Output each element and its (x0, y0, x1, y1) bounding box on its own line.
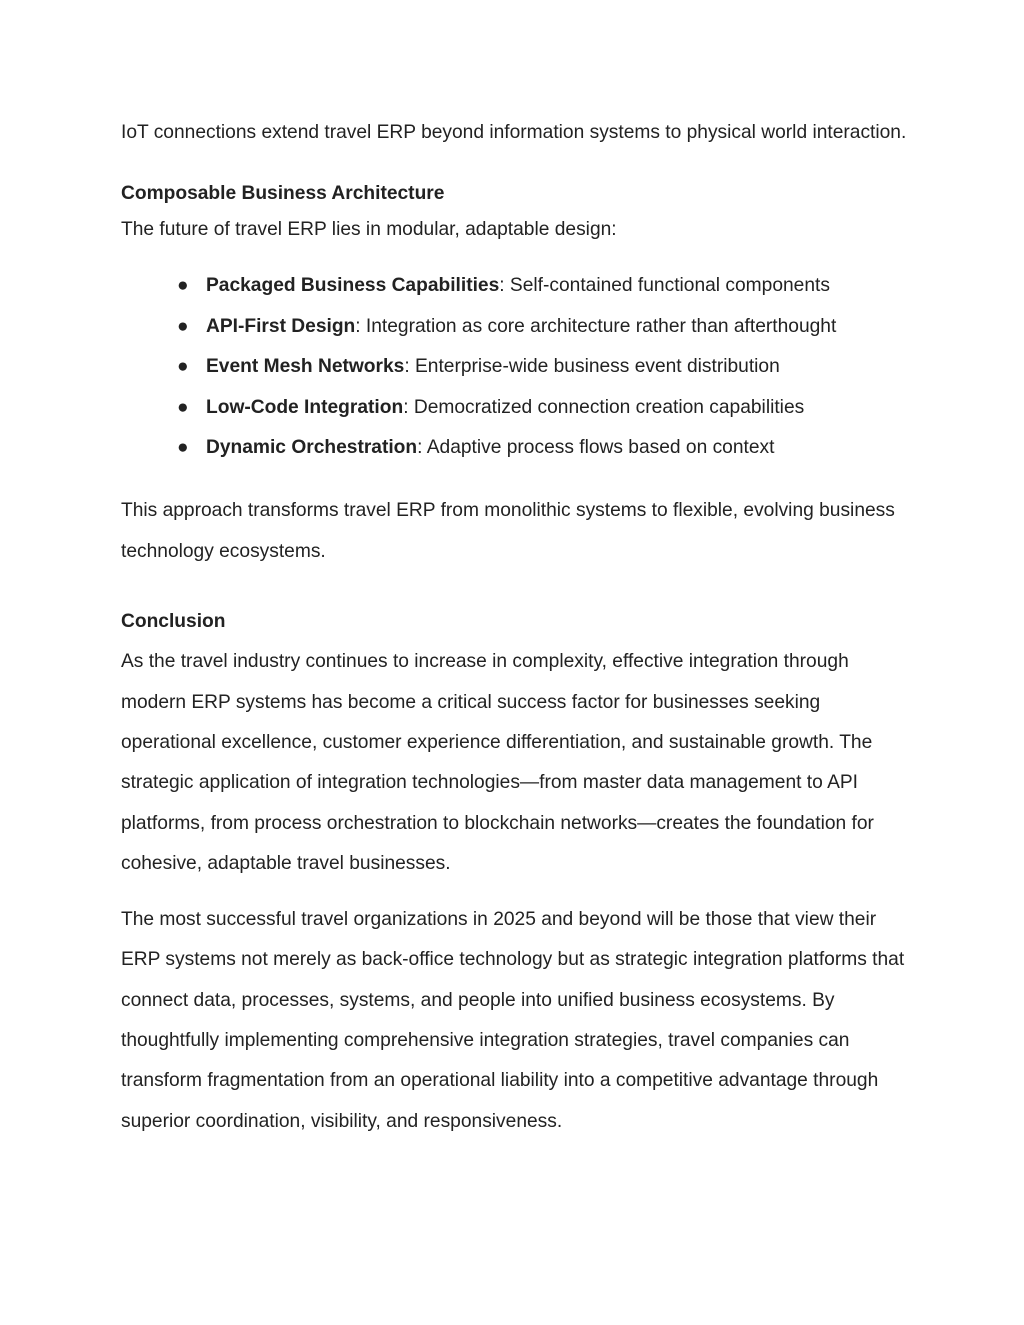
list-item-term: Packaged Business Capabilities (206, 275, 500, 297)
conclusion-paragraph-2: The most successful travel organizations in 2025 and beyond will be those that view their ERP systems not merely as back-office technology but as strategic integration platforms that connect data, processes, systems, and people into unified business ecosystems. By thoughtfully implementing comprehensive integration strategies, travel companies can transform fragmentation from an operational liability into a competitive advantage through superior coordination, visibility, and responsiveness. (121, 908, 905, 1132)
bullet-icon: ● (177, 275, 189, 297)
list-item (121, 307, 911, 347)
conclusion-paragraph-1: As the travel industry continues to increase in complexity, effective integration through modern ERP systems has become a critical success factor for businesses seeking operational excellence, customer experience differentiation, and sustainable growth. The strategic application of integration technologies—from master data management to API platforms, from process orchestration to blockchain networks—creates the foundation for cohesive, adaptable travel businesses. (121, 651, 874, 875)
list-item-term: API-First Design (206, 315, 356, 337)
list-item-desc: : Adaptive process flows based on context (417, 437, 775, 459)
bullet-icon: ● (177, 396, 189, 418)
intro-paragraph: IoT connections extend travel ERP beyond information systems to physical world interaction. (121, 122, 907, 143)
list-item-term: Low-Code Integration (206, 396, 404, 418)
list-item-desc: : Integration as core architecture rather than afterthought (355, 315, 837, 337)
capabilities-list (121, 266, 911, 468)
list-item (121, 347, 911, 387)
section-heading-conclusion: Conclusion (121, 611, 226, 633)
section-lead: The future of travel ERP lies in modular, adaptable design: (121, 219, 617, 241)
list-item (121, 428, 911, 468)
list-item-term: Dynamic Orchestration (206, 437, 418, 459)
section-closing-paragraph: This approach transforms travel ERP from monolithic systems to flexible, evolving business technology ecosystems. (121, 500, 895, 562)
list-item-term: Event Mesh Networks (206, 356, 405, 378)
document-page (121, 113, 911, 1142)
bullet-icon: ● (177, 437, 189, 459)
list-item (121, 266, 911, 306)
list-item-desc: : Enterprise-wide business event distribution (404, 356, 780, 378)
list-item-desc: : Self-contained functional components (499, 275, 830, 297)
list-item-desc: : Democratized connection creation capabilities (403, 396, 805, 418)
list-item (121, 388, 911, 428)
section-heading-composable: Composable Business Architecture (121, 183, 445, 205)
bullet-icon: ● (177, 315, 189, 337)
bullet-icon: ● (177, 356, 189, 378)
